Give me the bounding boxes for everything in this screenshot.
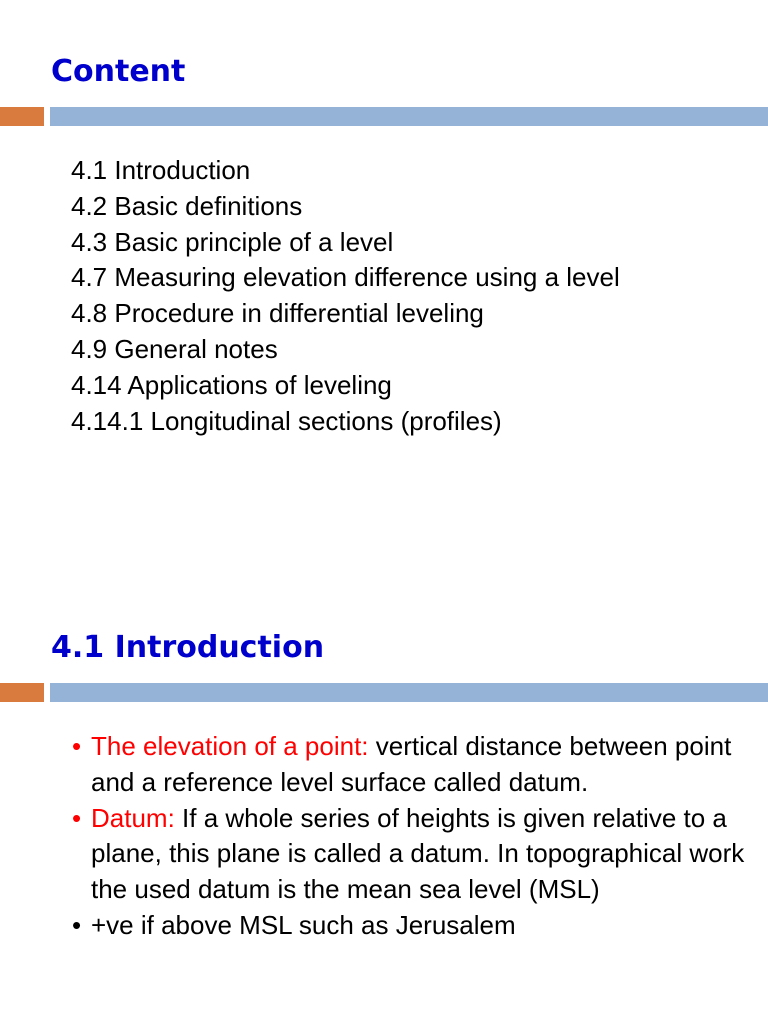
definition-text: vertical distance between point and a reference level surface called datum. bbox=[91, 731, 732, 797]
contents-item: 4.7 Measuring elevation difference using a level bbox=[71, 262, 620, 293]
slide-title: Content bbox=[51, 54, 186, 89]
contents-item: 4.3 Basic principle of a level bbox=[71, 226, 394, 257]
contents-item: 4.14 Applications of leveling bbox=[71, 369, 392, 400]
contents-item: 4.1 Introduction bbox=[71, 155, 251, 185]
definition-term: Datum: bbox=[91, 802, 175, 833]
contents-item: 4.9 General notes bbox=[71, 333, 278, 364]
definition-text: +ve if above MSL such as Jerusalem bbox=[91, 909, 516, 940]
divider-accent-block bbox=[0, 683, 44, 702]
divider-accent-block bbox=[0, 107, 44, 126]
bullet-dot: • bbox=[72, 909, 82, 940]
definition-item bbox=[72, 729, 752, 801]
title-divider-bar bbox=[0, 683, 768, 702]
definition-list bbox=[72, 729, 752, 944]
contents-item: 4.14.1 Longitudinal sections (profiles) bbox=[71, 405, 502, 436]
divider-main-block bbox=[50, 683, 768, 702]
slide-title: 4.1 Introduction bbox=[51, 630, 325, 665]
divider-main-block bbox=[50, 107, 768, 126]
title-divider-bar bbox=[0, 107, 768, 126]
contents-list bbox=[71, 153, 620, 439]
bullet-dot: • bbox=[72, 802, 82, 833]
definition-item bbox=[72, 801, 752, 908]
definition-item bbox=[72, 908, 752, 944]
contents-item: 4.2 Basic definitions bbox=[71, 190, 303, 221]
contents-item: 4.8 Procedure in differential leveling bbox=[71, 298, 484, 329]
definition-term: The elevation of a point: bbox=[91, 731, 369, 761]
bullet-dot: • bbox=[72, 731, 82, 761]
introduction-slide bbox=[0, 576, 768, 1024]
definition-text: If a whole series of heights is given relative to a plane, this plane is called a datum. In topographical work the used datum is the mean sea level (MSL) bbox=[91, 802, 745, 905]
